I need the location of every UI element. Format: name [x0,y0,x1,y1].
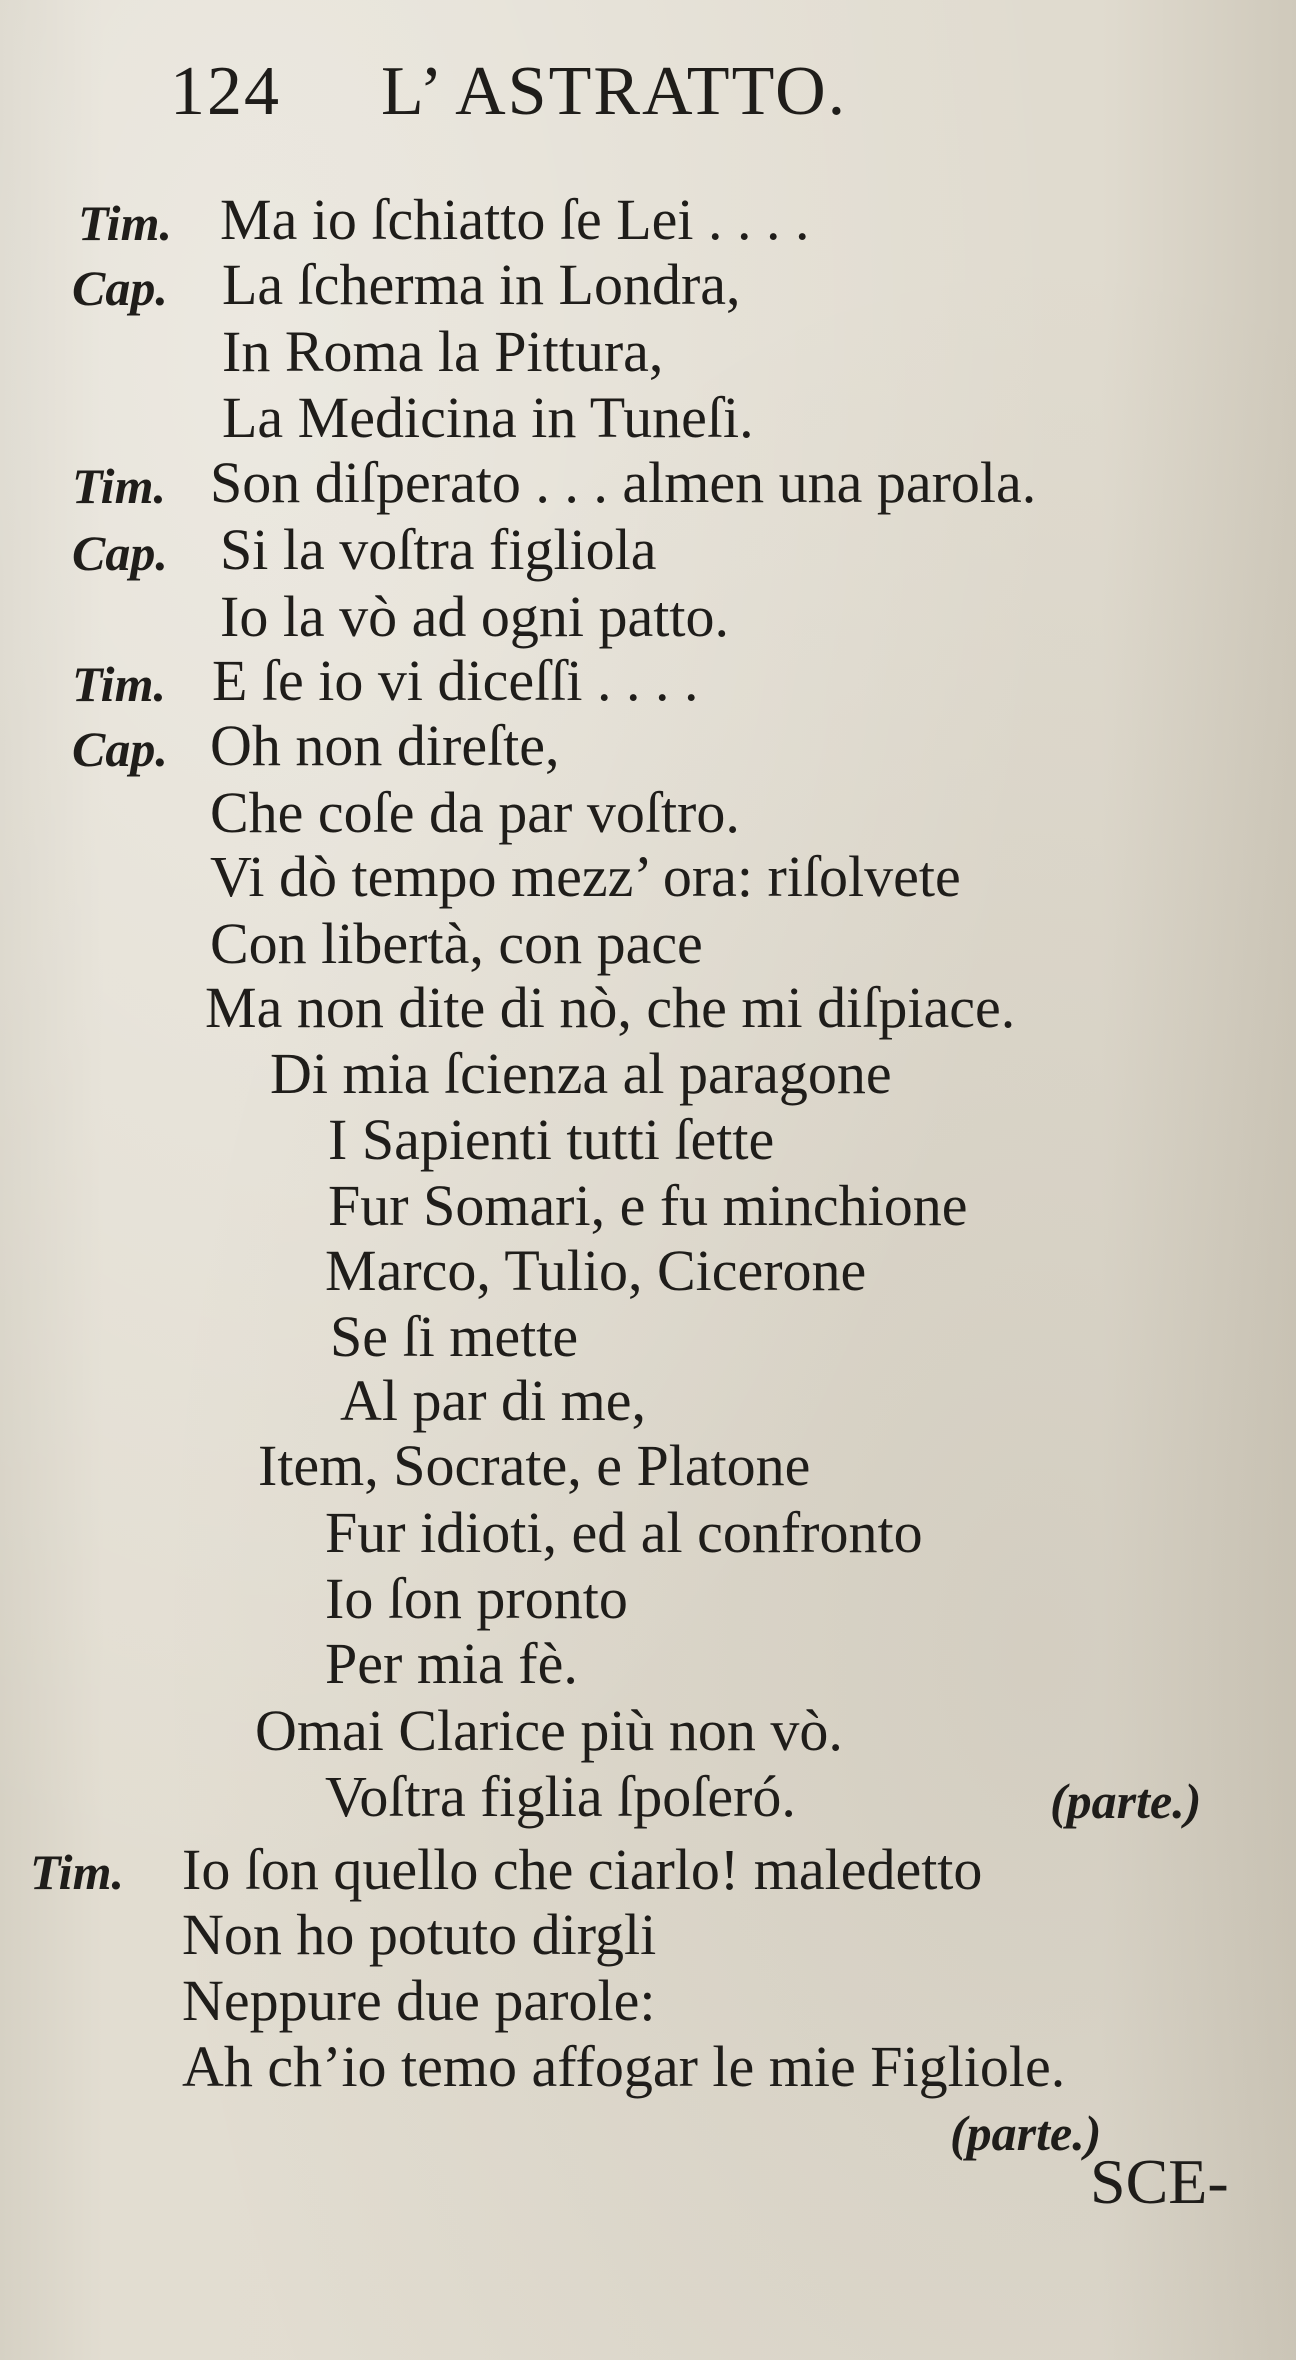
verse-line: Che coſe da par voſtro. [210,780,740,845]
speaker-label: Tim. [78,195,172,251]
verse-line: Oh non direſte, [210,713,560,778]
verse-line: E ſe io vi diceſſi . . . . [212,648,699,713]
verse-line: La Medicina in Tuneſi. [222,385,754,450]
catchword: SCE- [1090,2146,1229,2217]
verse-line: Al par di me, [340,1368,647,1433]
verse-line: Omai Clarice più non vò. [255,1698,843,1763]
verse-line: Item, Socrate, e Platone [258,1433,811,1498]
verse-line: Fur Somari, e fu minchione [328,1173,968,1238]
stage-direction: (parte.) [950,2105,1102,2161]
verse-line: Voſtra figlia ſpoſeró. [325,1764,796,1829]
speaker-label: Tim. [72,656,166,712]
speaker-label: Cap. [72,260,168,316]
verse-line: Marco, Tulio, Cicerone [325,1238,867,1303]
verse-line: Di mia ſcienza al paragone [270,1041,892,1106]
verse-line: La ſcherma in Londra, [222,252,741,317]
verse-line: Vi dò tempo mezz’ ora: riſolvete [210,844,961,909]
verse-line: Ma non dite di nò, che mi diſpiace. [205,975,1016,1040]
page-number: 124 [170,53,281,130]
verse-line: Io la vò ad ogni patto. [220,584,730,649]
verse-line: Se ſi mette [330,1304,579,1369]
verse-line: Io ſon pronto [325,1566,628,1631]
speaker-label: Cap. [72,721,168,777]
speaker-label: Tim. [72,458,166,514]
verse-line: I Sapienti tutti ſette [328,1107,775,1172]
verse-line: Per mia fè. [325,1631,578,1696]
running-title: L’ ASTRATTO. [381,53,848,130]
speaker-label: Tim. [30,1844,124,1900]
verse-line: Ma io ſchiatto ſe Lei . . . . [220,187,810,252]
page-header [170,52,847,132]
verse-line: Neppure due parole: [182,1968,656,2033]
verse-line: Son diſperato . . . almen una parola. [210,450,1037,515]
verse-line: Non ho potuto dirgli [182,1902,657,1967]
verse-line: Io ſon quello che ciarlo! maledetto [182,1837,983,1902]
verse-line: Con libertà, con pace [210,911,703,976]
stage-direction: (parte.) [1050,1773,1202,1829]
verse-line: Ah ch’io temo affogar le mie Figliole. [182,2034,1066,2099]
speaker-label: Cap. [72,525,168,581]
verse-line: Fur idioti, ed al confronto [325,1500,923,1565]
verse-line: Si la voſtra figliola [220,517,657,582]
verse-line: In Roma la Pittura, [222,319,664,384]
